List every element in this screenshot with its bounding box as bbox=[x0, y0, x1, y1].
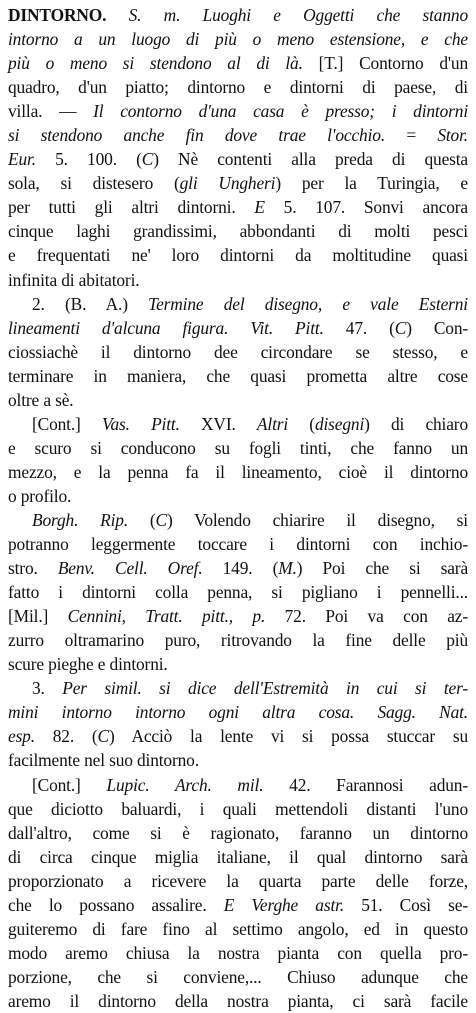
text-segment: oltre a sè. bbox=[8, 389, 74, 410]
text-segment: mezzo, e la penna fa il lineamento, cioè il dintorno bbox=[8, 461, 468, 482]
italic-text: Vas. Pitt. bbox=[101, 413, 180, 434]
text-segment: = bbox=[385, 125, 438, 146]
text-line bbox=[8, 941, 468, 965]
text-segment: o profilo. bbox=[8, 485, 72, 506]
text-line bbox=[8, 869, 468, 893]
italic-text: Il contorno d'una casa è presso; i dintorni bbox=[93, 101, 468, 122]
text-line bbox=[8, 580, 468, 604]
text-segment: di circa cinque miglia italiane, il qual dintorno sarà bbox=[8, 846, 468, 867]
text-segment: ) Poi che si sarà bbox=[296, 558, 469, 579]
italic-text: intorno a un luogo di più o meno estensione, e che bbox=[8, 29, 468, 50]
italic-text: si stendono anche fin dove trae l'occhio. bbox=[8, 125, 386, 146]
text-line bbox=[8, 3, 468, 27]
italic-text: Lupic. Arch. mil. bbox=[106, 774, 264, 795]
text-segment: facilmente nel suo dintorno. bbox=[8, 750, 199, 771]
text-line bbox=[8, 965, 468, 989]
text-line bbox=[8, 243, 468, 267]
text-line bbox=[8, 676, 468, 700]
italic-text: M. bbox=[278, 558, 297, 579]
text-segment: 82. ( bbox=[34, 726, 98, 747]
text-line bbox=[8, 316, 468, 340]
text-segment: infinita di abitatori. bbox=[8, 269, 140, 290]
text-segment: [Mil.] bbox=[8, 606, 68, 627]
text-segment: potranno leggermente toccare i dintorni con inchio- bbox=[8, 534, 468, 555]
text-line bbox=[8, 773, 468, 797]
italic-text: Vit. Pitt. bbox=[250, 317, 324, 338]
italic-text: Benv. Cell. Oref. bbox=[57, 558, 203, 579]
text-segment: que diciotto baluardi, i quali mettendoli distanti l'uno bbox=[8, 798, 468, 819]
italic-text: E bbox=[254, 197, 265, 218]
text-line bbox=[8, 797, 468, 821]
text-segment: ( bbox=[288, 413, 315, 434]
italic-text: Cennini, Tratt. pitt., p. bbox=[67, 606, 266, 627]
italic-text: gli Ungheri bbox=[179, 173, 276, 194]
text-segment: porzione, che si conviene,... Chiuso adunque che bbox=[8, 966, 468, 987]
text-segment: sola, si distesero ( bbox=[8, 173, 180, 194]
italic-text: Altri bbox=[256, 413, 289, 434]
italic-text: C bbox=[155, 509, 167, 530]
text-segment: per tutti gli altri dintorni. bbox=[8, 197, 255, 218]
italic-text: Per simil. si dice dell'Estremità in cui si ter- bbox=[62, 678, 468, 699]
text-segment: ( bbox=[128, 509, 156, 530]
text-segment: 47. ( bbox=[323, 317, 395, 338]
text-segment: dall'altro, come si è ragionato, faranno un dintorno bbox=[8, 822, 468, 843]
text-segment: [T.] Contorno d'un bbox=[302, 53, 469, 74]
italic-text: disegni bbox=[314, 413, 365, 434]
text-line bbox=[8, 123, 468, 147]
text-segment: modo aremo chiusa la nostra pianta con quella pro- bbox=[8, 942, 468, 963]
text-segment: ciossiachè il dintorno dee circondare se stesso, e bbox=[8, 341, 468, 362]
text-line bbox=[8, 724, 468, 748]
text-segment: aremo il dintorno della nostra pianta, ci sarà facile bbox=[8, 990, 468, 1011]
text-segment: 5. 100. ( bbox=[35, 149, 142, 170]
text-line bbox=[8, 27, 468, 51]
text-line bbox=[8, 171, 468, 195]
text-segment: e scuro si conducono su fogli tinti, che fanno un bbox=[8, 437, 468, 458]
text-line bbox=[8, 195, 468, 219]
italic-text: Eur. bbox=[8, 149, 36, 170]
text-line bbox=[8, 508, 468, 532]
text-segment: 51. Così se- bbox=[344, 894, 468, 915]
dictionary-entry-dintorno bbox=[8, 3, 468, 1013]
italic-text: S. m. Luoghi e Oggetti che stanno bbox=[128, 5, 468, 25]
text-line bbox=[8, 652, 468, 676]
text-segment: ) di chiaro bbox=[364, 413, 468, 434]
italic-text: più o meno si stendono al di là. bbox=[8, 53, 303, 74]
italic-text: mini intorno intorno ogni altra cosa. bbox=[8, 702, 355, 723]
italic-text: Stor. bbox=[437, 125, 468, 146]
italic-text: C bbox=[394, 317, 407, 338]
italic-text: Borgh. Rip. bbox=[32, 509, 129, 530]
text-line bbox=[8, 700, 468, 724]
text-line bbox=[8, 99, 468, 123]
text-segment: ) Nè contenti alla preda di questa bbox=[153, 149, 469, 170]
text-segment: fatto i dintorni colla penna, si pigliano i pennelli... bbox=[8, 582, 468, 603]
text-segment: guiteremo di fare fino al settimo angolo, ed in questo bbox=[8, 918, 468, 939]
text-segment: 5. 107. Sonvi ancora bbox=[264, 197, 468, 218]
italic-text: esp. bbox=[8, 726, 35, 747]
text-line bbox=[8, 893, 468, 917]
text-segment: quadro, d'un piatto; dintorno e dintorni di paese, di bbox=[8, 77, 468, 98]
italic-text: C bbox=[97, 726, 109, 747]
text-segment: 149. ( bbox=[202, 558, 279, 579]
text-line bbox=[8, 917, 468, 941]
text-line bbox=[8, 147, 468, 171]
text-segment bbox=[354, 702, 377, 722]
text-segment: 42. Farannosi adun- bbox=[263, 774, 468, 795]
text-segment: [Cont.] bbox=[32, 774, 107, 795]
italic-text: Sagg. Nat. bbox=[377, 702, 469, 723]
text-line bbox=[8, 412, 468, 436]
text-segment: proporzionato a ricevere la quarta parte delle forze, bbox=[8, 870, 468, 891]
text-line bbox=[8, 821, 468, 845]
text-segment bbox=[106, 5, 128, 25]
text-line bbox=[8, 532, 468, 556]
headword: DINTORNO. bbox=[8, 5, 107, 25]
text-segment: ) Acciò la lente vi si possa stuccar su bbox=[108, 726, 468, 747]
text-line bbox=[8, 364, 468, 388]
text-line bbox=[8, 989, 468, 1013]
text-line bbox=[8, 75, 468, 99]
text-segment: stro. bbox=[8, 558, 58, 579]
text-segment: ) Con- bbox=[406, 317, 469, 338]
text-segment: ) per la Turingia, e bbox=[275, 173, 468, 194]
italic-text: Termine del disegno, e vale Esterni bbox=[148, 293, 468, 314]
text-segment: ) Volendo chiarire il disegno, si bbox=[166, 509, 468, 530]
text-line bbox=[8, 556, 468, 580]
text-line bbox=[8, 460, 468, 484]
text-segment: cinque laghi grandissimi, abbondanti di molti pesci bbox=[8, 221, 468, 242]
italic-text: E Verghe astr. bbox=[223, 894, 345, 915]
text-segment: zurro oltramarino puro, ritrovando la fine delle più bbox=[8, 630, 468, 651]
text-segment: 3. bbox=[32, 678, 63, 699]
text-segment: 72. Poi va con az- bbox=[265, 606, 469, 627]
text-segment bbox=[228, 318, 250, 338]
text-line bbox=[8, 604, 468, 628]
text-segment: terminare in maniera, che quasi prometta altre cose bbox=[8, 365, 468, 386]
text-line bbox=[8, 748, 468, 772]
italic-text: lineamenti d'alcuna figura. bbox=[8, 317, 229, 338]
italic-text: C bbox=[141, 149, 154, 170]
text-segment: scure pieghe e dintorni. bbox=[8, 654, 168, 675]
text-line bbox=[8, 268, 468, 292]
text-segment: che lo possano assalire. bbox=[8, 894, 224, 915]
text-segment: XVI. bbox=[179, 413, 257, 434]
text-line bbox=[8, 219, 468, 243]
text-line bbox=[8, 388, 468, 412]
text-segment: e frequentati ne' loro dintorni da moltitudine quasi bbox=[8, 245, 468, 266]
text-line bbox=[8, 628, 468, 652]
text-line bbox=[8, 845, 468, 869]
text-segment: villa. — bbox=[8, 101, 94, 122]
text-line bbox=[8, 292, 468, 316]
text-line bbox=[8, 51, 468, 75]
text-segment: [Cont.] bbox=[32, 413, 102, 434]
text-line bbox=[8, 484, 468, 508]
text-line bbox=[8, 436, 468, 460]
text-line bbox=[8, 340, 468, 364]
text-segment: 2. (B. A.) bbox=[32, 293, 149, 314]
